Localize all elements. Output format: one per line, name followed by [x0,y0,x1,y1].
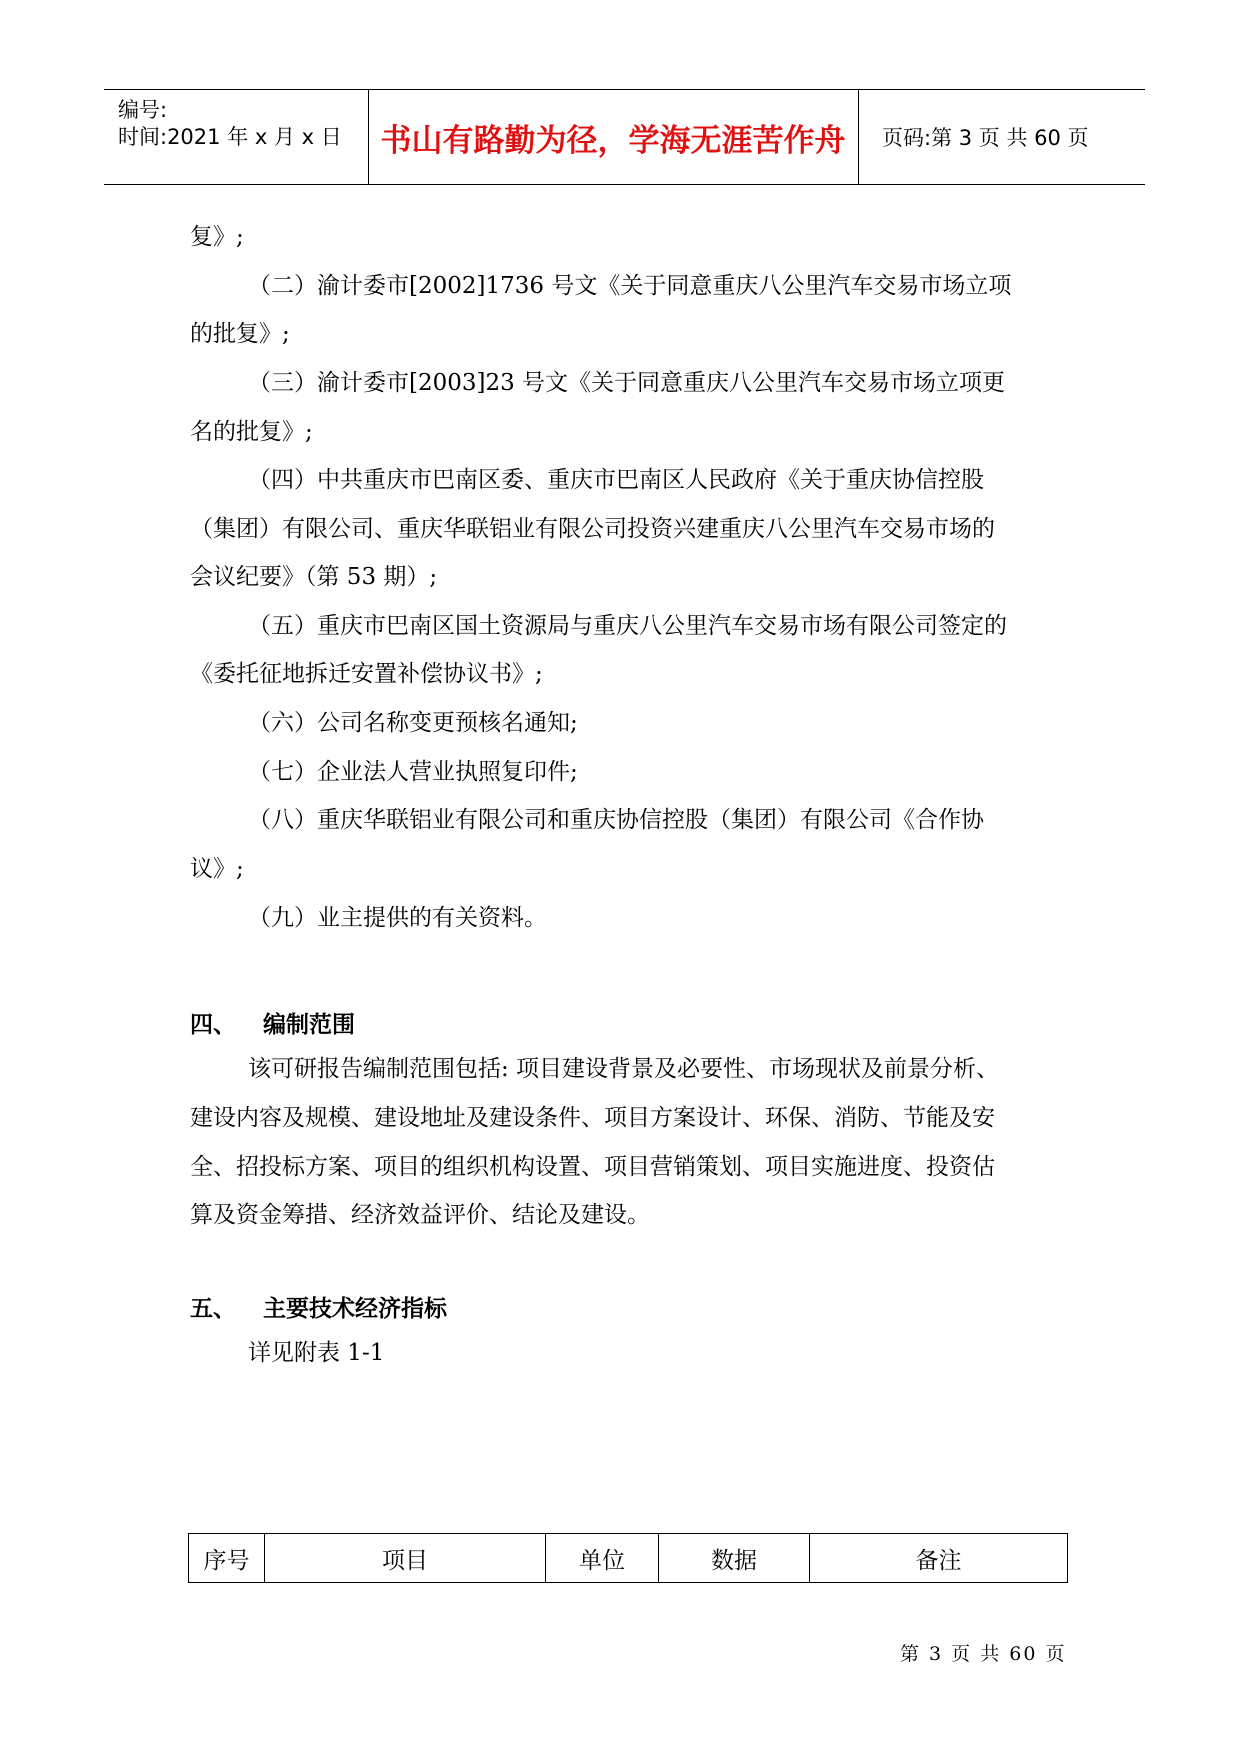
body-line: 复》; [190,224,244,250]
body-line: （集团）有限公司、重庆华联铝业有限公司投资兴建重庆八公里汽车交易市场的 [190,516,995,542]
section5-number: 五、 [190,1296,236,1322]
body-line: （三）渝计委市[2003]23 号文《关于同意重庆八公里汽车交易市场立项更 [248,370,1006,396]
body-line: （八）重庆华联铝业有限公司和重庆协信控股（集团）有限公司《合作协 [248,807,984,833]
section4-line: 该可研报告编制范围包括: 项目建设背景及必要性、市场现状及前景分析、 [248,1056,1000,1082]
body-line: （四）中共重庆市巴南区委、重庆市巴南区人民政府《关于重庆协信控股 [248,467,984,493]
page-footer: 第 3 页 共 60 页 [900,1643,1067,1665]
section4-number: 四、 [190,1012,236,1038]
table-header-cell: 备注 [810,1534,1068,1583]
table-header-cell: 单位 [546,1534,659,1583]
body-line: （五）重庆市巴南区国土资源局与重庆八公里汽车交易市场有限公司签定的 [248,613,1007,639]
header-meta [118,90,366,184]
document-number-label: 编号: [118,98,168,122]
table-header-cell: 序号 [189,1534,265,1583]
section5-title: 主要技术经济指标 [263,1296,447,1322]
header-motto: 书山有路勤为径，学海无涯苦作舟 [380,122,846,159]
page-header [104,89,1145,185]
header-divider [858,90,859,184]
body-line: （六）公司名称变更预核名通知; [248,710,578,736]
section4-title: 编制范围 [263,1012,355,1038]
header-page-info: 页码:第 3 页 共 60 页 [882,126,1089,150]
table-header-cell: 数据 [659,1534,810,1583]
body-line: （七）企业法人营业执照复印件; [248,759,578,785]
body-line: 《委托征地拆迁安置补偿协议书》; [190,661,543,687]
section5-line: 详见附表 1-1 [248,1340,385,1366]
document-date: 时间:2021 年 x 月 x 日 [118,125,342,149]
body-line: 议》; [190,856,244,882]
section4-heading [190,1006,355,1039]
section4-line: 全、招投标方案、项目的组织机构设置、项目营销策划、项目实施进度、投资估 [190,1154,995,1180]
body-line: 的批复》; [190,321,290,347]
body-line: （二）渝计委市[2002]1736 号文《关于同意重庆八公里汽车交易市场立项 [248,273,1012,299]
section5-heading [190,1290,447,1323]
body-line: （九）业主提供的有关资料。 [248,905,547,931]
table-header-row [189,1534,1068,1583]
section4-line: 算及资金筹措、经济效益评价、结论及建设。 [190,1202,650,1228]
body-line: 会议纪要》（第 53 期）; [190,564,438,590]
body-line: 名的批复》; [190,419,313,445]
indicator-table [188,1533,1068,1583]
table-header-cell: 项目 [265,1534,546,1583]
section4-line: 建设内容及规模、建设地址及建设条件、项目方案设计、环保、消防、节能及安 [190,1105,995,1131]
